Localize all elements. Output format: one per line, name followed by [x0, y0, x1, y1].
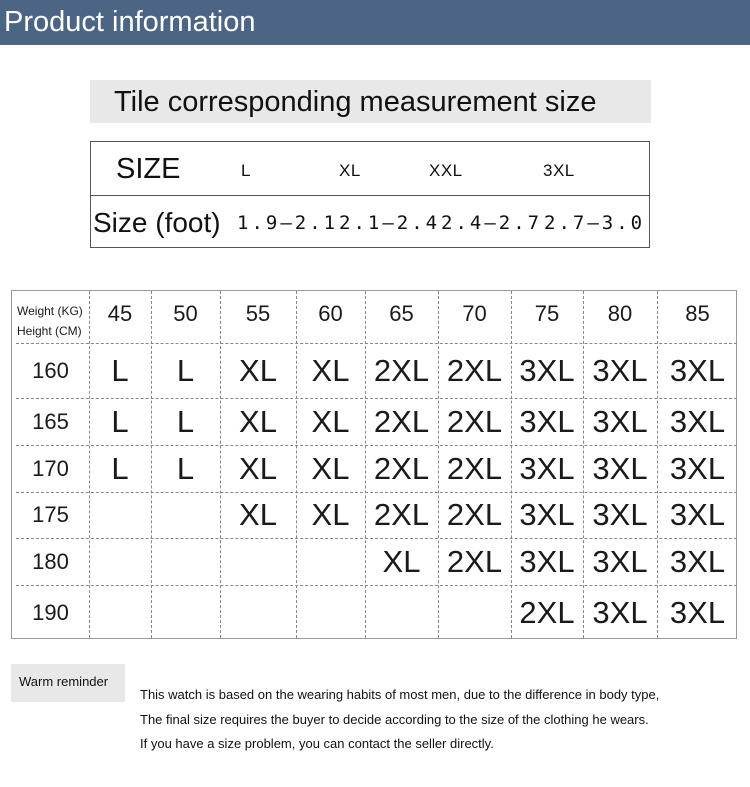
- size-cell: 2XL: [446, 403, 503, 439]
- size-cell: 3XL: [669, 497, 726, 532]
- foot-range-l: 1.9—2.1: [237, 212, 339, 234]
- size-header-3xl: 3XL: [543, 161, 575, 180]
- height-row-header: 170: [32, 455, 69, 481]
- weight-height-size-grid: [11, 290, 737, 639]
- size-cell: 2XL: [373, 497, 430, 532]
- size-cell: 3XL: [669, 594, 726, 630]
- size-cell: L: [111, 403, 129, 439]
- size-cell: XL: [311, 352, 350, 388]
- size-cell: XL: [239, 352, 277, 388]
- size-cell: XL: [382, 543, 421, 579]
- height-row-header: 160: [32, 357, 69, 383]
- grid-row-line: [16, 398, 737, 399]
- size-cell: 2XL: [446, 543, 503, 579]
- size-cell: 3XL: [519, 403, 575, 439]
- size-cell: L: [176, 352, 195, 388]
- size-cell: 3XL: [592, 594, 648, 630]
- size-cell: 2XL: [373, 450, 430, 486]
- height-axis-label: Height (CM): [17, 324, 82, 338]
- page-title: Product information: [4, 6, 256, 38]
- size-cell: 3XL: [592, 352, 648, 388]
- height-row-header: 190: [32, 599, 69, 625]
- size-cell: 2XL: [373, 352, 430, 388]
- size-cell: 3XL: [669, 403, 726, 439]
- size-cell: 3XL: [519, 352, 575, 388]
- size-cell: 2XL: [446, 352, 503, 388]
- foot-size-table: [90, 141, 650, 248]
- header-bar: [0, 0, 750, 45]
- grid-row-line: [16, 538, 737, 539]
- size-cell: 3XL: [592, 450, 648, 486]
- weight-header: 50: [173, 301, 198, 326]
- size-cell: 3XL: [669, 352, 726, 388]
- size-cell: XL: [239, 497, 277, 532]
- foot-range-3xl: 2.7—3.0: [544, 212, 646, 234]
- weight-header: 70: [462, 301, 487, 326]
- size-cell: 3XL: [669, 450, 726, 486]
- size-cell: XL: [239, 403, 277, 439]
- size-cell: 3XL: [592, 543, 648, 579]
- size-cell: 2XL: [373, 403, 430, 439]
- weight-header: 65: [389, 301, 414, 326]
- size-cell: 3XL: [592, 497, 648, 532]
- size-cell: XL: [239, 450, 277, 486]
- size-header-xl: XL: [339, 161, 361, 180]
- weight-header: 85: [685, 301, 710, 326]
- size-cell: L: [111, 352, 129, 388]
- section-subtitle: Tile corresponding measurement size: [114, 86, 597, 118]
- size-cell: L: [176, 403, 195, 439]
- reminder-line-1: This watch is based on the wearing habits of most men, due to the difference in body type,: [140, 687, 660, 702]
- size-label: SIZE: [116, 153, 181, 185]
- size-cell: 2XL: [446, 450, 503, 486]
- grid-row-line: [16, 445, 737, 446]
- weight-header: 75: [534, 301, 560, 326]
- size-header-l: L: [241, 161, 251, 180]
- size-cell: 2XL: [519, 594, 575, 630]
- weight-header: 45: [107, 301, 133, 326]
- size-cell: 3XL: [519, 450, 575, 486]
- weight-header: 55: [245, 301, 271, 326]
- foot-range-xxl: 2.4—2.7: [441, 212, 543, 234]
- height-row-header: 175: [32, 502, 69, 527]
- size-cell: XL: [311, 403, 350, 439]
- size-cell: XL: [311, 450, 350, 486]
- weight-header: 80: [607, 301, 633, 326]
- section-subtitle-box: [90, 80, 651, 123]
- size-cell: 2XL: [446, 497, 503, 532]
- size-cell: 3XL: [669, 543, 726, 579]
- height-row-header: 165: [32, 408, 69, 434]
- size-cell: L: [176, 450, 195, 486]
- weight-axis-label: Weight (KG): [17, 304, 83, 318]
- weight-header: 60: [318, 301, 343, 326]
- table-divider: [91, 195, 649, 196]
- size-header-xxl: XXL: [429, 161, 463, 180]
- foot-range-xl: 2.1—2.4: [339, 212, 441, 234]
- warm-reminder-label: Warm reminder: [19, 674, 109, 689]
- size-cell: 3XL: [592, 403, 648, 439]
- size-cell: 3XL: [519, 543, 575, 579]
- size-cell: XL: [311, 497, 350, 532]
- size-cell: 3XL: [519, 497, 575, 532]
- warm-reminder-box: [11, 664, 125, 702]
- foot-label: Size (foot): [93, 207, 221, 238]
- reminder-line-2: The final size requires the buyer to decide according to the size of the clothing he wears.: [140, 712, 649, 727]
- height-row-header: 180: [32, 548, 69, 574]
- reminder-line-3: If you have a size problem, you can contact the seller directly.: [140, 736, 494, 751]
- grid-row-line: [16, 492, 737, 493]
- grid-row-line: [16, 343, 737, 344]
- grid-row-line: [16, 585, 737, 586]
- size-cell: L: [111, 450, 129, 486]
